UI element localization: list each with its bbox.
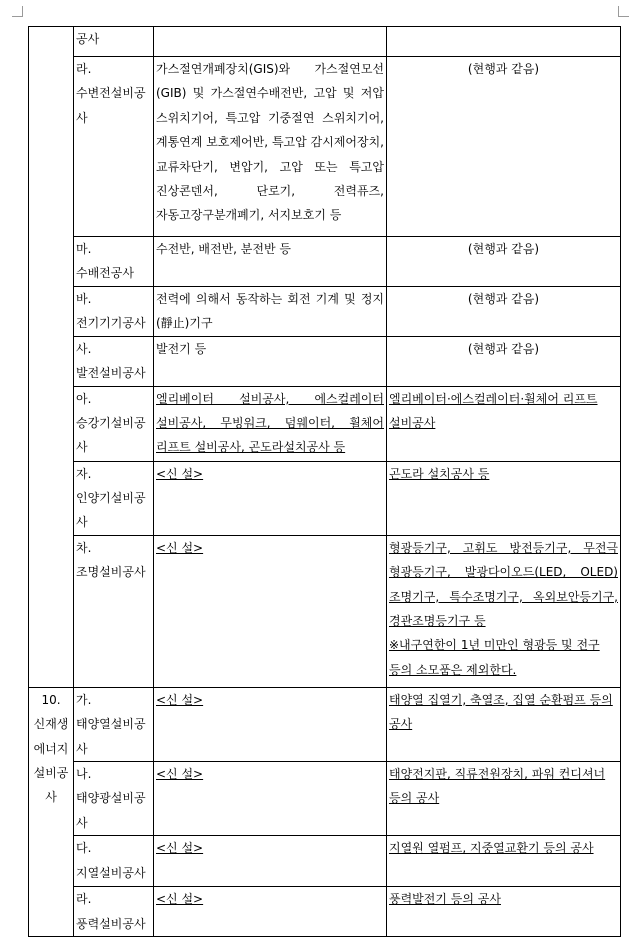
category-cell: 나. 태양광설비공사 [74,762,154,836]
category-cell: 차. 조명설비공사 [74,535,154,687]
current-cell: <신 설> [154,836,387,887]
revised-cell: 태양전지판, 직류전원장치, 파워 컨디셔너 등의 공사 [387,762,621,836]
current-cell: 엘리베이터 설비공사, 에스컬레이터 설비공사, 무빙워크, 덤웨이터, 휠체어 리프트 설비공사, 곤도라설치공사 등 [154,386,387,461]
table-row [29,461,621,535]
category-cell: 마. 수배전공사 [74,237,154,287]
category-cell: 라. 수변전설비공사 [74,57,154,237]
revised-cell: (현행과 같음) [387,286,621,336]
revised-cell: 태양열 집열기, 축열조, 집열 순환펌프 등의 공사 [387,687,621,761]
current-cell: <신 설> [154,535,387,687]
current-cell: 전력에 의해서 동작하는 회전 기계 및 정지(靜止)기구 [154,286,387,336]
section-title: 10. 신재생에너지설비공사 [29,687,74,936]
revised-cell [387,535,621,687]
table-row [29,237,621,287]
revised-cell: (현행과 같음) [387,336,621,386]
section-cell-empty [29,27,74,688]
revised-cell: 엘리베이터·에스컬레이터·휠체어 리프트 설비공사 [387,386,621,461]
category-cell: 사. 발전설비공사 [74,336,154,386]
current-cell [154,27,387,57]
table-row [29,286,621,336]
table-row [29,836,621,887]
current-cell: 수전반, 배전반, 분전반 등 [154,237,387,287]
table-row [29,57,621,237]
comparison-table [28,26,621,937]
page-corner-mark [618,6,629,17]
table-row [29,535,621,687]
category-cell: 아. 승강기설비공사 [74,386,154,461]
current-cell: 가스절연개폐장치(GIS)와 가스절연모선(GIB) 및 가스절연수배전반, 고압 및 저압 스위치기어, 특고압 기중절연 스위치기어, 계통연계 보호제어반, 특고압 감시제어장치, 교류차단기, 변압기, 고압 또는 특고압 진상콘덴서, 단로기, 전력퓨즈, 자동고장구분개폐기, 서지보호기 등 [154,57,387,237]
table-row [29,687,621,761]
revised-text: 형광등기구, 고휘도 방전등기구, 무전극 형광등기구, 발광다이오드(LED, OLED) 조명기구, 특수조명기구, 옥외보안등기구, 경관조명등기구 등 [389,540,618,629]
revised-note: ※내구연한이 1년 미만인 형광등 및 전구 등의 소모품은 제외한다. [389,638,600,677]
current-cell: <신 설> [154,887,387,937]
table-row [29,762,621,836]
revised-cell: (현행과 같음) [387,57,621,237]
category-cell: 자. 인양기설비공사 [74,461,154,535]
table-row [29,27,621,57]
category-cell: 가. 태양열설비공사 [74,687,154,761]
category-cell: 바. 전기기기공사 [74,286,154,336]
table-row [29,336,621,386]
current-cell: <신 설> [154,762,387,836]
category-cell: 공사 [74,27,154,57]
revised-cell: 풍력발전기 등의 공사 [387,887,621,937]
revised-cell: 지열원 열펌프, 지중열교환기 등의 공사 [387,836,621,887]
category-cell: 다. 지열설비공사 [74,836,154,887]
revised-cell: (현행과 같음) [387,237,621,287]
current-cell: 발전기 등 [154,336,387,386]
current-cell: <신 설> [154,687,387,761]
table-row [29,887,621,937]
current-cell: <신 설> [154,461,387,535]
table-row [29,386,621,461]
page-corner-mark [12,6,23,17]
revised-cell [387,27,621,57]
category-cell: 라. 풍력설비공사 [74,887,154,937]
revised-cell: 곤도라 설치공사 등 [387,461,621,535]
